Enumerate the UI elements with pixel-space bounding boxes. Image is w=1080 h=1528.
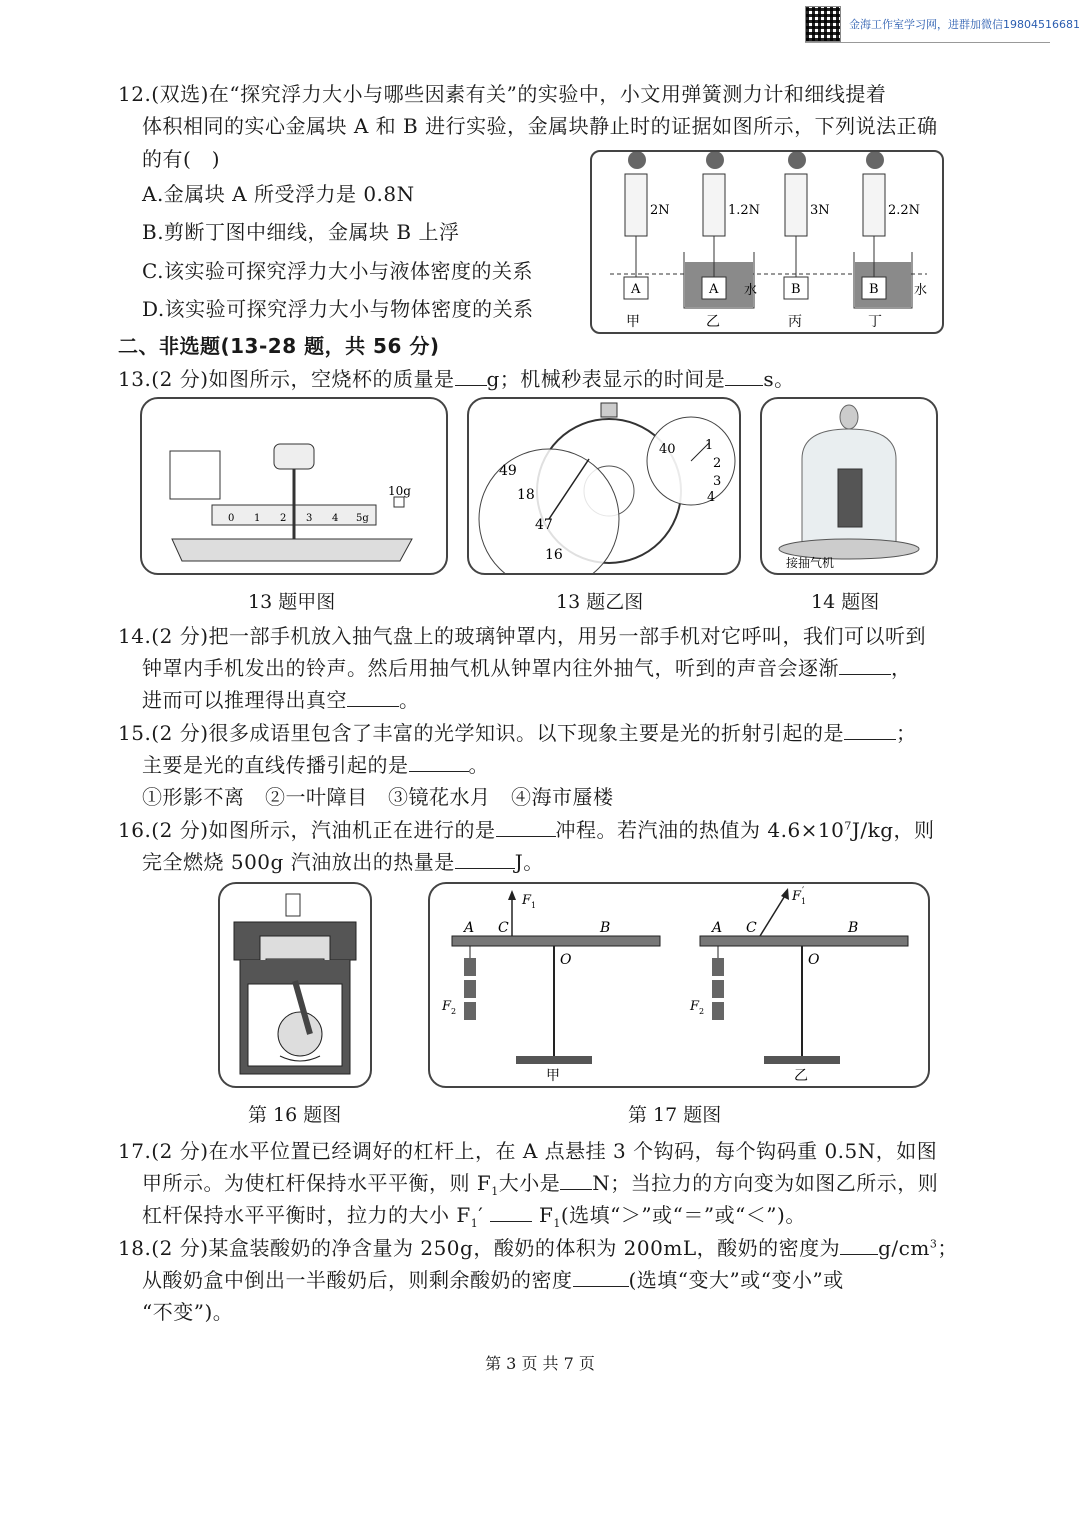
point-b-yi: B <box>848 920 859 936</box>
small-dial-1: 1 <box>705 438 714 453</box>
q18-line1-c: ； <box>937 1236 958 1260</box>
q16-blank-1[interactable] <box>496 818 556 837</box>
balance-figure <box>140 397 448 575</box>
q16-line2-a: 完全燃烧 500g 汽油放出的热量是 <box>142 850 455 874</box>
q16-exponent: 7 <box>844 819 852 833</box>
q17-line3-b: F <box>532 1203 554 1227</box>
big-dial-18: 18 <box>517 487 535 503</box>
engine-figure <box>218 882 372 1088</box>
q18-blank-2[interactable] <box>573 1268 629 1287</box>
water-label-1: 水 <box>744 283 758 298</box>
q15-line2 <box>142 749 489 778</box>
q18-line2-a: 从酸奶盒中倒出一半酸奶后，则剩余酸奶的密度 <box>142 1268 573 1292</box>
bell-jar-figure <box>760 397 938 575</box>
scale-4: 4 <box>332 513 339 524</box>
point-a-yi: A <box>712 920 723 936</box>
q17-line2-b: 大小是 <box>498 1171 561 1195</box>
q18-line3: “不变”)。 <box>142 1300 234 1324</box>
q14-line3 <box>142 684 420 713</box>
block-3: B <box>791 282 801 297</box>
q14-line2 <box>142 652 912 681</box>
force-f1-prime-label: F <box>792 889 802 904</box>
scale-jia <box>624 152 648 299</box>
q17-line2-a: 甲所示。为使杠杆保持水平平衡，则 F <box>142 1171 492 1195</box>
scale-5: 5g <box>356 513 369 524</box>
qr-code-icon <box>805 6 841 42</box>
q12-option-a: A.金属块 A 所受浮力是 0.8N <box>142 182 415 206</box>
force-f1-sub: 1 <box>531 901 537 910</box>
block-1: A <box>631 282 641 297</box>
q14-caption: 14 题图 <box>811 591 880 613</box>
q15-line2-end: 。 <box>468 753 489 777</box>
q13-caption-a: 13 题甲图 <box>248 591 336 613</box>
q18-line2-b: (选填“变大”或“变小”或 <box>628 1268 844 1292</box>
q13-caption-b: 13 题乙图 <box>556 591 644 613</box>
q16-blank-2[interactable] <box>455 850 515 869</box>
fig-label-yi: 乙 <box>706 314 720 330</box>
scale-ding <box>854 152 912 308</box>
scale-0: 0 <box>228 513 235 524</box>
lever-label-yi: 乙 <box>794 1068 808 1084</box>
q17-line3-sub: 1 <box>470 1217 479 1230</box>
force-f1-label: F <box>522 893 532 908</box>
q14-line3-text: 进而可以推理得出真空 <box>142 688 347 712</box>
big-dial-16: 16 <box>545 547 563 563</box>
reading-4: 2.2N <box>888 203 921 218</box>
watermark-text: 金海工作室学习网，进群加微信19804516681 <box>849 18 1080 31</box>
q16-line2 <box>142 846 544 875</box>
q17-line3-a: 杠杆保持水平平衡时，拉力的大小 F <box>142 1203 471 1227</box>
force-f2-yi-sub: 2 <box>699 1007 705 1016</box>
q18-exponent: 3 <box>929 1237 938 1251</box>
pump-label: 接抽气机 <box>786 556 835 570</box>
small-dial-4: 4 <box>707 490 716 505</box>
q18-line1-a: 18.(2 分)某盒装酸奶的净含量为 250g，酸奶的体积为 200mL，酸奶的密度为 <box>118 1236 841 1260</box>
q12-option-c: C.该实验可探究浮力大小与液体密度的关系 <box>142 259 533 283</box>
q13-blank-2[interactable] <box>725 367 763 386</box>
q13-part-a: 13.(2 分)如图所示，空烧杯的质量是 <box>118 367 455 391</box>
buoyancy-diagram <box>592 152 942 332</box>
point-c-yi: C <box>746 920 757 936</box>
q18-line2 <box>142 1264 844 1293</box>
q12-option-b: B.剪断丁图中细线，金属块 B 上浮 <box>142 220 460 244</box>
fig-label-bing: 丙 <box>788 314 802 330</box>
q14-line3-end: 。 <box>399 688 420 712</box>
q18-blank-1[interactable] <box>840 1236 878 1255</box>
q17-blank-2[interactable] <box>490 1203 532 1222</box>
big-dial-49: 49 <box>499 463 517 479</box>
q18-line1-b: g/cm <box>878 1236 930 1260</box>
point-b-jia: B <box>600 920 611 936</box>
reading-1: 2N <box>650 203 670 218</box>
q18-line1 <box>118 1232 958 1261</box>
big-dial-47: 47 <box>535 517 553 533</box>
force-f1-prime-sub: 1 <box>801 897 807 906</box>
q17-line1: 17.(2 分)在水平位置已经调好的杠杆上，在 A 点悬挂 3 个钩码，每个钩码重 0.5N，如图 <box>118 1139 938 1163</box>
lever-jia <box>452 890 660 1064</box>
q13-part-c: s。 <box>763 367 795 391</box>
q15-line1-text: 15.(2 分)很多成语里包含了丰富的光学知识。以下现象主要是光的折射引起的是 <box>118 721 844 745</box>
lever-diagram <box>430 884 928 1086</box>
water-label-2: 水 <box>914 283 928 298</box>
q15-line2-text: 主要是光的直线传播引起的是 <box>142 753 409 777</box>
q17-line3-sub2: 1 <box>553 1217 561 1230</box>
point-o-jia: O <box>560 952 572 968</box>
small-dial-3: 3 <box>713 474 722 489</box>
q17-caption: 第 17 题图 <box>628 1104 722 1126</box>
q14-line2-end: ， <box>891 656 912 680</box>
block-4: B <box>869 282 879 297</box>
engine-diagram <box>220 884 370 1086</box>
balance-diagram <box>142 399 446 573</box>
q15-line1 <box>118 717 917 746</box>
q14-line2-text: 钟罩内手机发出的铃声。然后用抽气机从钟罩内往外抽气，听到的声音会逐渐 <box>142 656 839 680</box>
q13-blank-1[interactable] <box>455 367 487 386</box>
q16-line1-a: 16.(2 分)如图所示，汽油机正在进行的是 <box>118 818 496 842</box>
force-f2-jia: F <box>442 999 452 1014</box>
point-a-jia: A <box>464 920 475 936</box>
scale-1: 1 <box>254 513 261 524</box>
q12-line3: 的有( ) <box>142 147 221 171</box>
q12-line2: 体积相同的实心金属块 A 和 B 进行实验，金属块静止时的证据如图所示，下列说法正确 <box>142 114 938 138</box>
stopwatch-figure <box>467 397 741 575</box>
q16-caption: 第 16 题图 <box>248 1104 342 1126</box>
q12-figure <box>590 150 944 334</box>
reading-3: 3N <box>810 203 830 218</box>
scale-bing <box>784 152 808 299</box>
q15-blank-2[interactable] <box>409 753 469 772</box>
q17-line3-c: (选填“＞”或“＝”或“＜”)。 <box>560 1203 806 1227</box>
point-o-yi: O <box>808 952 820 968</box>
weight-label: 10g <box>388 484 411 498</box>
q14-blank-2[interactable] <box>347 688 399 707</box>
q17-line3 <box>142 1199 806 1230</box>
fig-label-jia: 甲 <box>626 314 640 330</box>
block-2: A <box>709 282 719 297</box>
q17-blank-1[interactable] <box>560 1171 592 1190</box>
small-dial-2: 2 <box>713 456 722 471</box>
q13-part-b: g；机械秒表显示的时间是 <box>486 367 726 391</box>
q15-line1-end: ； <box>896 721 917 745</box>
page-number: 第 3 页 共 7 页 <box>485 1354 595 1373</box>
q17-line2 <box>142 1167 938 1198</box>
fig-label-ding: 丁 <box>868 314 882 330</box>
q12-line1: 12.(双选)在“探究浮力大小与哪些因素有关”的实验中，小文用弹簧测力计和细线提着 <box>118 82 887 106</box>
q17-line3-prime: ′ <box>478 1203 484 1227</box>
q16-line1-b: 冲程。若汽油的热值为 4.6×10 <box>555 818 845 842</box>
force-f1-prime-mark: ′ <box>802 886 805 897</box>
q16-line1 <box>118 814 935 843</box>
small-dial-40: 40 <box>659 442 676 457</box>
q13-text <box>118 363 795 392</box>
q12-option-d: D.该实验可探究浮力大小与物体密度的关系 <box>142 297 534 321</box>
lever-label-jia: 甲 <box>546 1068 560 1084</box>
q15-blank-1[interactable] <box>844 721 896 740</box>
section-heading: 二、非选题(13-28 题，共 56 分) <box>118 334 440 358</box>
q16-line1-c: J/kg，则 <box>851 818 935 842</box>
point-c-jia: C <box>498 920 509 936</box>
q17-line2-sub: 1 <box>491 1185 499 1198</box>
header-divider <box>805 42 1050 43</box>
bell-jar-diagram <box>762 399 936 573</box>
q17-line2-c: N；当拉力的方向变为如图乙所示，则 <box>592 1171 939 1195</box>
force-f2-yi: F <box>690 999 700 1014</box>
scale-3: 3 <box>306 513 313 524</box>
q15-options: ①形影不离 ②一叶障目 ③镜花水月 ④海市蜃楼 <box>142 785 614 809</box>
scale-2: 2 <box>280 513 287 524</box>
stopwatch-diagram <box>469 399 739 573</box>
lever-figure <box>428 882 930 1088</box>
header-watermark <box>805 6 1080 42</box>
force-f2-jia-sub: 2 <box>451 1007 457 1016</box>
q16-line2-b: J。 <box>514 850 544 874</box>
q14-line1: 14.(2 分)把一部手机放入抽气盘上的玻璃钟罩内，用另一部手机对它呼叫，我们可以听到 <box>118 624 926 648</box>
lever-yi <box>700 888 908 1064</box>
q14-blank-1[interactable] <box>839 656 891 675</box>
reading-2: 1.2N <box>728 203 761 218</box>
